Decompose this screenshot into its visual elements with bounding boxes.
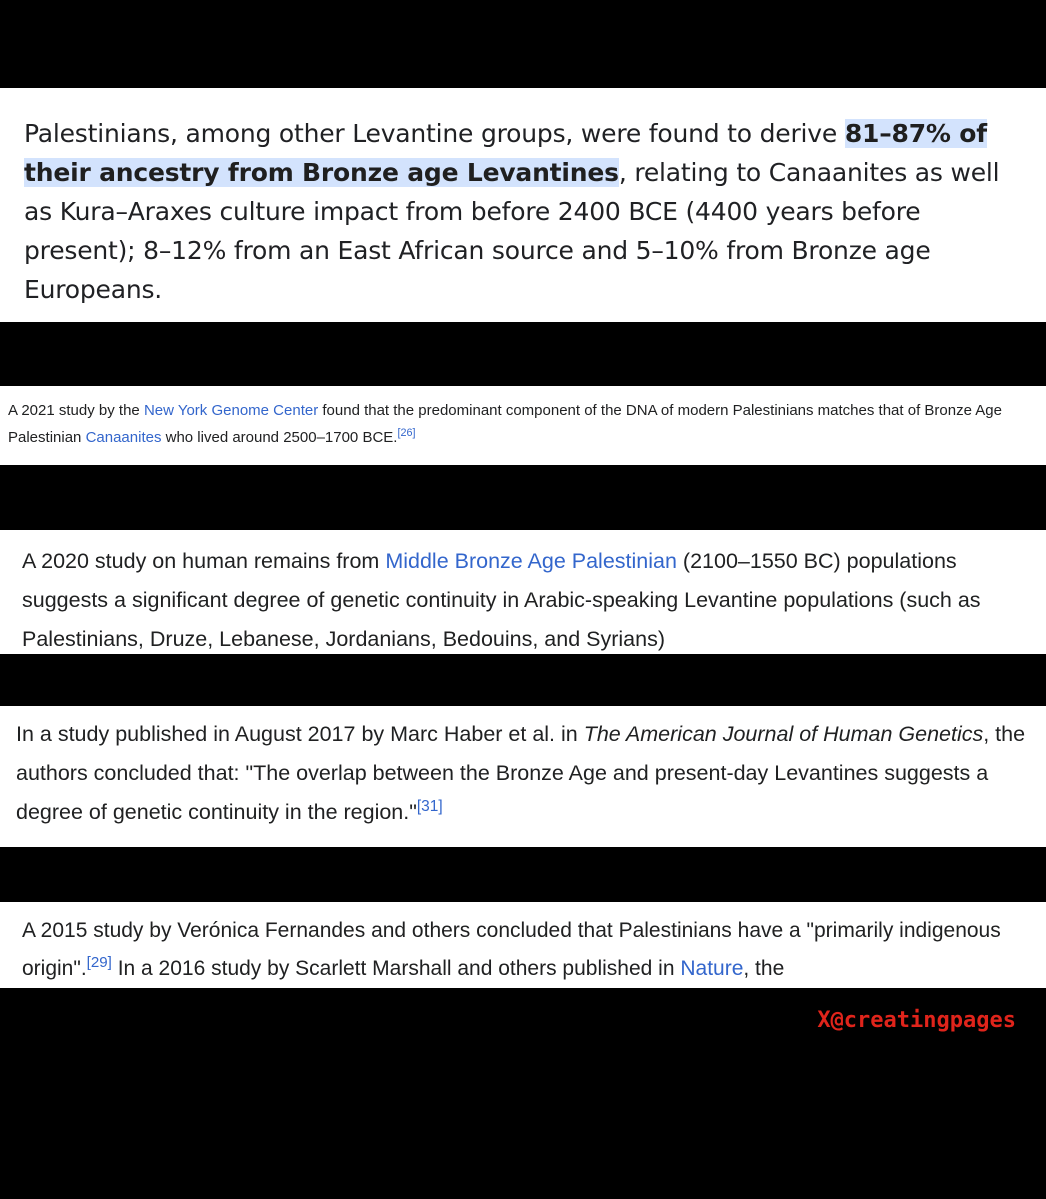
excerpt-2021-text [8, 397, 1034, 451]
reference-29-link[interactable]: [29] [86, 954, 112, 971]
excerpt-2015-text-part: , the [743, 957, 785, 980]
excerpt-2015-text [22, 912, 1034, 988]
excerpt-2021-text-part: found that the predominant component of the DNA of modern Palestinians matches that of Bronze Age Palestinian [8, 402, 1002, 446]
excerpt-2015-text-part: A 2015 study by Verónica Fernandes and others concluded that Palestinians have a "primarily indigenous origin". [22, 919, 1001, 980]
ai-overview-text [24, 114, 1032, 309]
excerpt-2020-text-part: (2100–1550 BC) populations suggests a significant degree of genetic continuity in Arabic-speaking Levantine populations (such as Palestinians, Druze, Lebanese, Jordanians, Bedouins, and Syrians) [22, 549, 981, 651]
excerpt-2017-text-part: In a study published in August 2017 by Marc Haber et al. in [16, 722, 584, 746]
wikipedia-excerpt-2017-study [0, 706, 1046, 847]
canaanites-link[interactable]: Canaanites [85, 429, 162, 446]
ai-overview-excerpt [0, 88, 1046, 322]
highlighted-ancestry-text: 81–87% of their ancestry from Bronze age Levantines [24, 119, 987, 187]
watermark-handle: X@creatingpages [817, 1008, 1016, 1033]
excerpt-2020-text [22, 542, 1032, 654]
excerpt-2017-text [16, 715, 1034, 832]
excerpt-2021-text-part: A 2021 study by the [8, 402, 144, 419]
reference-31-link[interactable]: [31] [416, 797, 443, 815]
wikipedia-excerpt-2015-study [0, 902, 1046, 988]
excerpt-2015-text-part: In a 2016 study by Scarlett Marshall and others published in [111, 957, 681, 980]
journal-title: The American Journal of Human Genetics [583, 722, 984, 746]
excerpt-2017-text-part: , the authors concluded that: "The overlap between the Bronze Age and present-day Levantines suggests a degree of genetic continuity in the region." [16, 722, 1026, 824]
wikipedia-excerpt-2021-study [0, 386, 1046, 465]
new-york-genome-center-link[interactable]: New York Genome Center [143, 402, 319, 419]
reference-26-link[interactable]: [26] [397, 427, 416, 439]
middle-bronze-age-palestinian-link[interactable]: Middle Bronze Age Palestinian [385, 549, 677, 573]
excerpt-2021-text-part: who lived around 2500–1700 BCE. [161, 429, 398, 446]
ai-overview-text-before: Palestinians, among other Levantine groups, were found to derive [24, 119, 845, 148]
nature-link[interactable]: Nature [680, 957, 744, 980]
excerpt-2020-text-part: A 2020 study on human remains from [22, 549, 386, 573]
ai-overview-text-after: , relating to Canaanites as well as Kura–Araxes culture impact from before 2400 BCE (4400 years before present); 8–12% from an East African source and 5–10% from Bronze age Europeans. [24, 158, 1000, 304]
wikipedia-excerpt-2020-study [0, 530, 1046, 654]
